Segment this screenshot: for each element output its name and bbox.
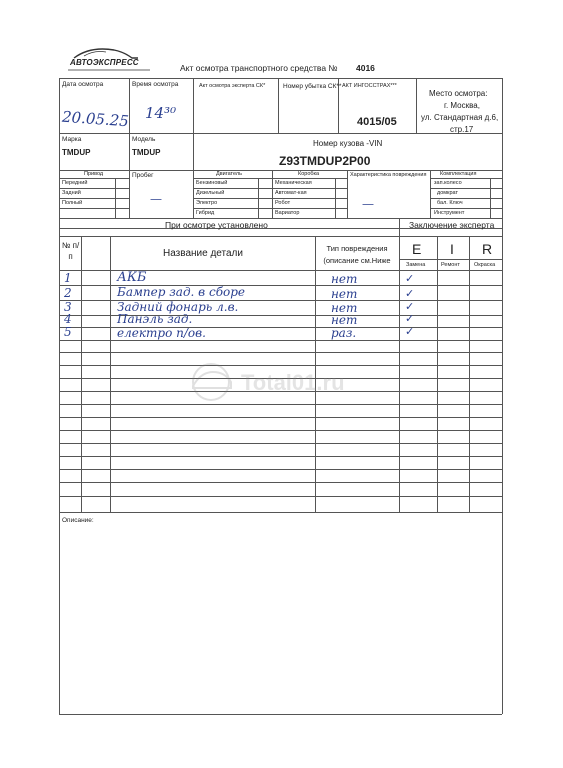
expert-act-label: Акт осмотра эксперта СК* <box>199 83 266 89</box>
gearbox-option-auto: Автомат-кая <box>275 190 307 196</box>
logo-text: АВТОЭКСПРЕСС <box>70 58 139 67</box>
kit-option-wrench: бал. Ключ <box>437 200 463 206</box>
row-part: електро п/ов. <box>117 326 206 340</box>
vin-label: Номер кузова -VIN <box>313 139 383 148</box>
gearbox-option-manual: Механическая <box>275 180 312 186</box>
row-number: 2 <box>64 286 72 300</box>
model-value: TMDUP <box>132 148 161 157</box>
row-part: АКБ <box>117 270 147 285</box>
logo <box>60 46 152 72</box>
row-part: Панэль зад. <box>117 312 193 326</box>
code-label-repair: Ремонт <box>441 262 460 268</box>
part-column-header: Название детали <box>163 248 243 259</box>
drive-option-front: Передний <box>62 180 88 186</box>
kit-label: Комплектация <box>440 171 477 177</box>
row-check-icon: ✓ <box>405 312 415 325</box>
row-damage: нет <box>331 287 358 301</box>
kit-option-jack: домкрат <box>437 190 458 196</box>
brand-label: Марка <box>62 136 82 143</box>
document-title: Акт осмотра транспортного средства № <box>180 63 338 73</box>
row-part: Бампер зад. в сборе <box>117 285 246 299</box>
vin-value: Z93TMDUP2P00 <box>279 154 371 168</box>
no-column-header: № п/п <box>61 241 80 262</box>
conclusion-label: Заключение эксперта <box>409 220 495 230</box>
row-part: Задний фонарь л.в. <box>117 300 239 314</box>
row-number: 3 <box>64 300 72 314</box>
kit-option-spare-wheel: зап.колесо <box>434 180 462 186</box>
row-number: 1 <box>64 271 72 285</box>
code-label-paint: Окраска <box>474 262 496 268</box>
engine-option-hybrid: Гибрид <box>196 210 215 216</box>
mileage-label: Пробег <box>132 172 154 179</box>
code-label-replace: Замена <box>406 262 426 268</box>
description-label: Описание: <box>62 517 94 524</box>
established-label: При осмотре установлено <box>165 220 268 230</box>
loss-number-label: Номер убытка СК** <box>283 83 342 90</box>
damage-label: Характеристика повреждения <box>350 172 427 178</box>
drive-option-full: Полный <box>62 200 83 206</box>
place-line-1: г. Москва, <box>444 101 480 110</box>
time-value: 14³⁰ <box>145 104 177 122</box>
row-check-icon: ✓ <box>405 300 415 313</box>
date-label: Дата осмотра <box>62 81 104 88</box>
row-damage: нет <box>331 301 358 315</box>
row-damage: раз. <box>331 326 357 340</box>
ingos-act-value: 4015/05 <box>357 116 397 128</box>
gearbox-label: Коробка <box>298 171 320 177</box>
date-value: 20.05.25 <box>61 107 130 131</box>
row-number: 5 <box>64 325 72 339</box>
ingos-act-label: АКТ ИНГОССТРАХ*** <box>342 83 397 89</box>
gearbox-option-cvt: Вариатор <box>275 210 300 216</box>
model-label: Модель <box>132 136 156 143</box>
damage-type-column-header: Тип повреждения (описание см.Ниже <box>323 244 391 265</box>
place-line-3: стр.17 <box>450 125 474 134</box>
engine-option-diesel: Дизельный <box>196 190 225 196</box>
kit-option-tools: Инструмент <box>434 210 465 216</box>
drive-label: Привод <box>84 171 104 177</box>
row-damage: нет <box>331 313 358 327</box>
act-number: 4016 <box>356 63 375 73</box>
code-i: I <box>450 241 454 257</box>
watermark-text: Total01.ru <box>241 370 345 395</box>
row-check-icon: ✓ <box>405 272 415 285</box>
mileage-value: — <box>150 192 162 206</box>
brand-value: TMDUP <box>62 148 91 157</box>
row-check-icon: ✓ <box>405 287 415 300</box>
code-r: R <box>482 241 493 257</box>
engine-option-petrol: Бензиновый <box>196 180 228 186</box>
place-line-2: ул. Стандартная д.6, <box>421 113 499 122</box>
row-damage: нет <box>331 272 358 286</box>
engine-label: Двигатель <box>216 171 242 177</box>
car-watermark-icon <box>183 362 239 402</box>
damage-value: — <box>362 197 374 211</box>
gearbox-option-robot: Робот <box>275 200 291 206</box>
time-label: Время осмотра <box>132 81 179 88</box>
engine-option-electric: Электро <box>196 200 218 206</box>
place-label: Место осмотра: <box>429 89 488 98</box>
row-check-icon: ✓ <box>405 325 415 338</box>
row-number: 4 <box>64 312 72 326</box>
code-e: E <box>412 241 422 257</box>
drive-option-rear: Задний <box>62 190 81 196</box>
